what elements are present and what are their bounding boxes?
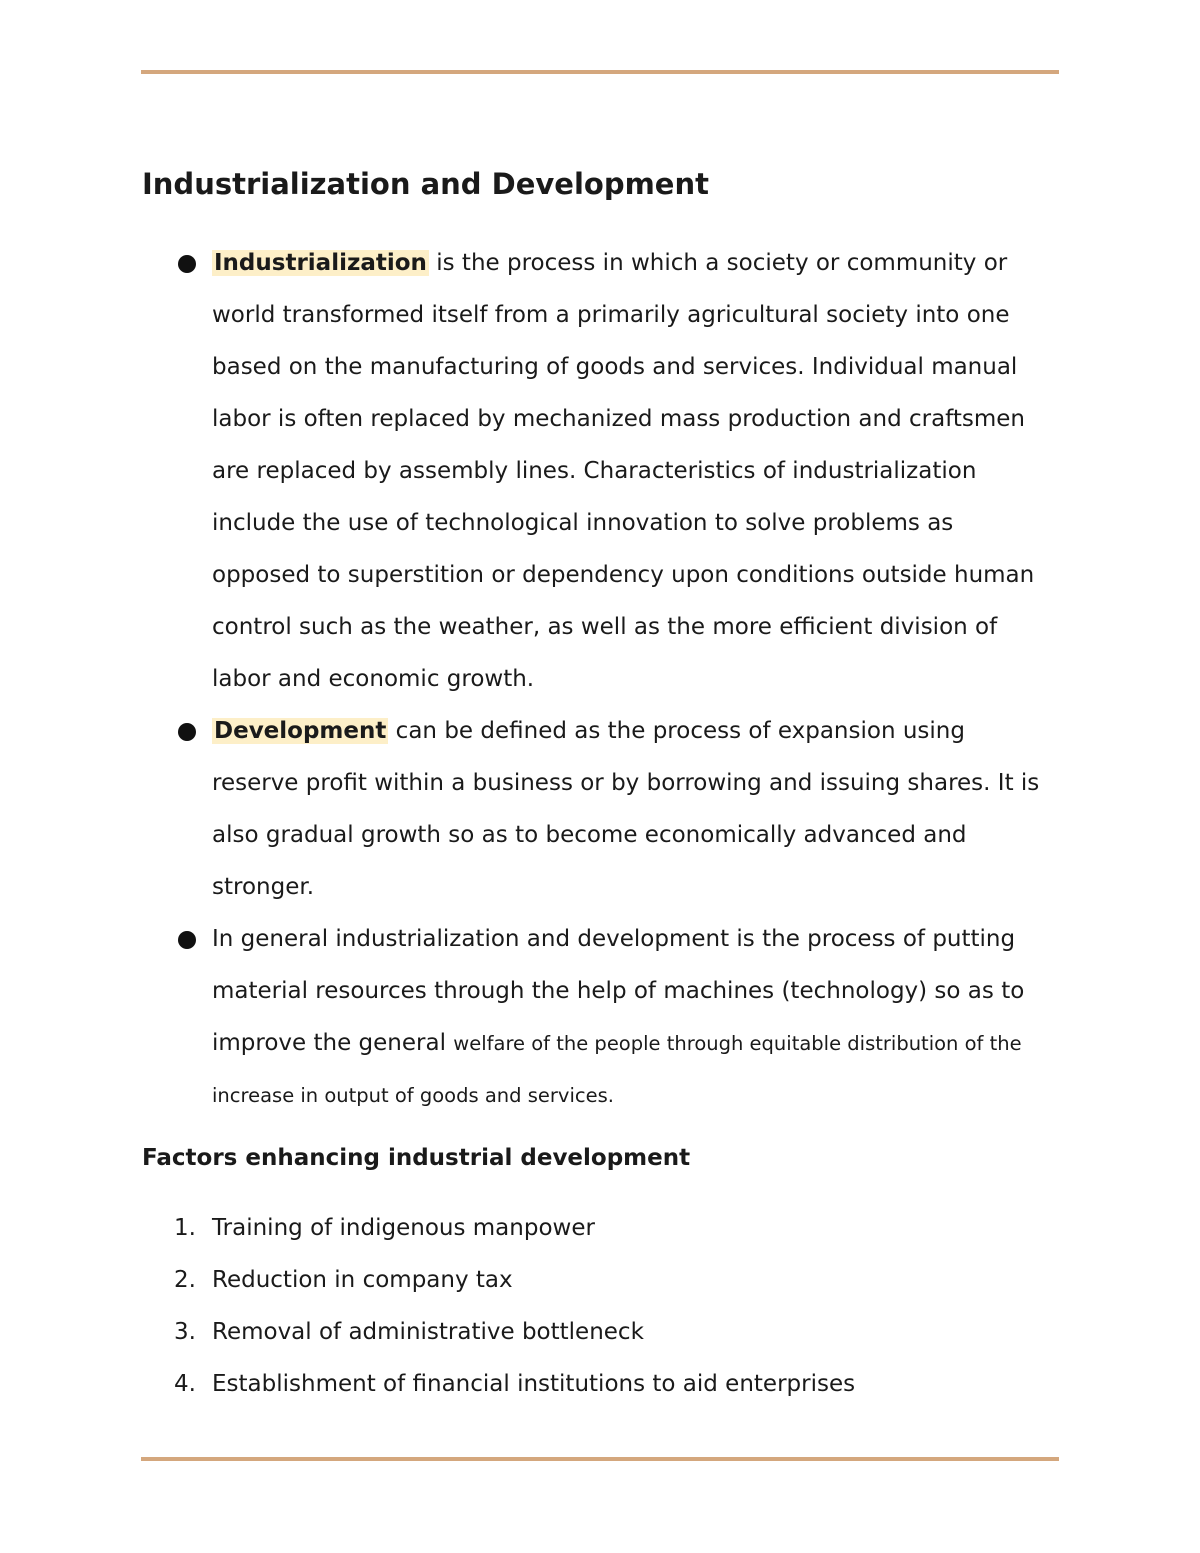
- list-item: [0, 1358, 855, 1410]
- term-development: Development: [214, 718, 387, 744]
- factor-label: Training of indigenous manpower: [212, 1215, 595, 1241]
- factors-list: [0, 1202, 855, 1410]
- list-item-development: [0, 705, 1052, 913]
- bottom-divider: [141, 1457, 1059, 1461]
- list-item: [0, 1254, 855, 1306]
- list-number: 2.: [174, 1267, 196, 1293]
- factor-label: Establishment of financial institutions to aid enterprises: [212, 1371, 856, 1397]
- list-number: 1.: [174, 1215, 196, 1241]
- list-item-industrialization: [0, 237, 1052, 705]
- general-text-small-continued: increase in output of goods and services.: [212, 1084, 614, 1107]
- top-divider: [141, 70, 1059, 74]
- list-number: 3.: [174, 1319, 196, 1345]
- bullet-icon: [178, 255, 196, 273]
- factors-heading: Factors enhancing industrial development: [142, 1145, 691, 1171]
- list-number: 4.: [174, 1371, 196, 1397]
- term-industrialization: Industrialization: [214, 250, 427, 276]
- definition-text: can be defined as the process of expansion using reserve profit within a business or by borrowing and issuing shares. It is also gradual growth so as to become economically advanced and stronger.: [212, 718, 1040, 900]
- bullet-icon: [178, 723, 196, 741]
- factor-label: Removal of administrative bottleneck: [212, 1319, 644, 1345]
- general-text-small: welfare of the people through equitable distribution of the: [453, 1032, 1022, 1055]
- bullet-icon: [178, 931, 196, 949]
- definition-text: is the process in which a society or community or world transformed itself from a primarily agricultural society into one based on the manufacturing of goods and services. Individual manual labor is often replaced by mechanized mass production and craftsmen are replaced by assembly lines. Characteristics of industrialization include the use of technological innovation to solve problems as opposed to superstition or dependency upon conditions outside human control such as the weather, as well as the more efficient division of labor and economic growth.: [212, 250, 1035, 692]
- page-title: Industrialization and Development: [142, 167, 709, 201]
- list-item: [0, 1306, 855, 1358]
- general-text: In general industrialization and development is the process of putting material resources through the help of machines (technology) so as to improve the general: [212, 926, 1025, 1056]
- list-item: [0, 1202, 855, 1254]
- definition-list: [0, 237, 1200, 1116]
- factor-label: Reduction in company tax: [212, 1267, 513, 1293]
- list-item-general: [0, 913, 1052, 1116]
